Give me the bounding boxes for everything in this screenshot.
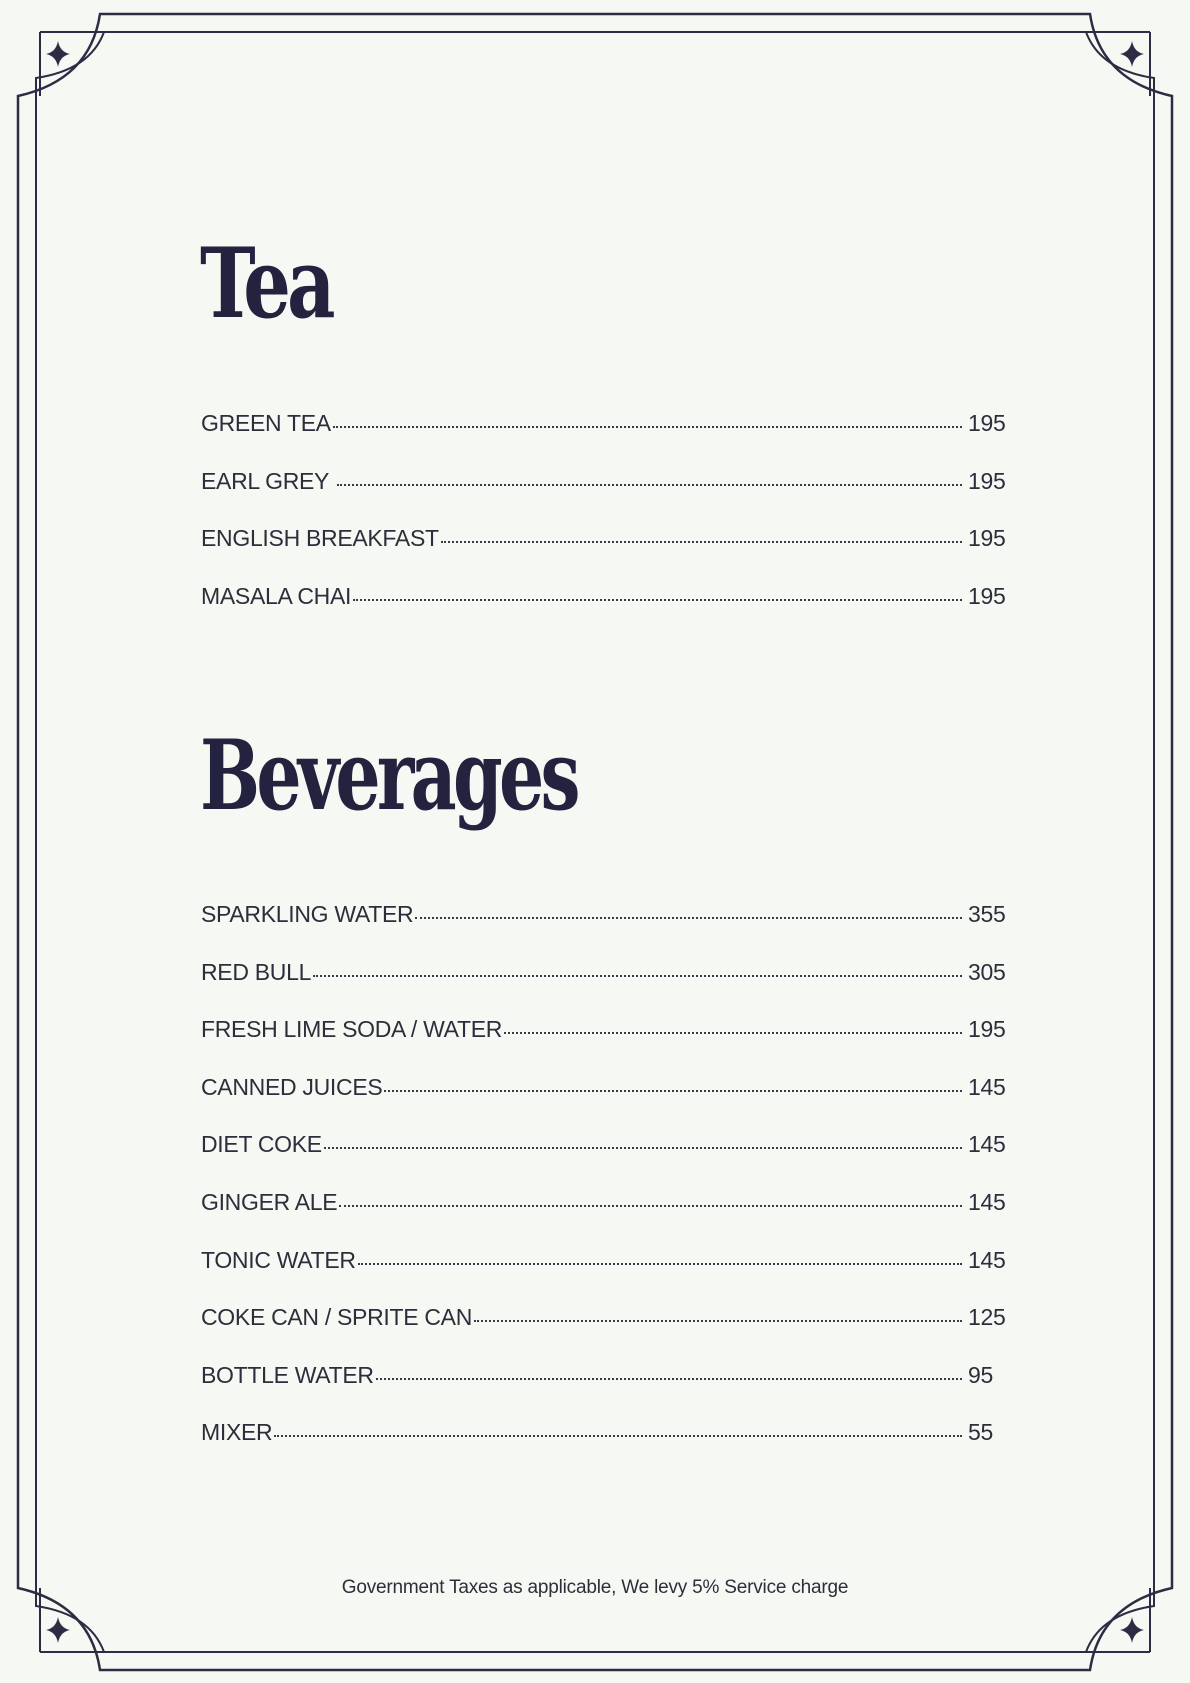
menu-item: [201, 1419, 1006, 1477]
menu-item-name: ENGLISH BREAKFAST: [201, 525, 439, 552]
dot-leader: [313, 975, 962, 977]
sparkle-icon: [46, 41, 70, 67]
sparkle-icon: [1120, 41, 1144, 67]
dot-leader: [353, 599, 962, 601]
menu-item: [201, 525, 1006, 583]
menu-item: [201, 410, 1006, 468]
dot-leader: [384, 1090, 962, 1092]
menu-item-price: 195: [968, 467, 1006, 494]
menu-item-price: 145: [968, 1246, 1006, 1273]
menu-item-name: BOTTLE WATER: [201, 1361, 374, 1388]
beverages-menu-list: [201, 901, 1006, 1477]
menu-item-price: 195: [968, 410, 1006, 436]
menu-item-name: COKE CAN / SPRITE CAN: [201, 1304, 473, 1331]
menu-item-price: 195: [968, 525, 1006, 552]
menu-item-price: 195: [968, 582, 1006, 609]
section-title-beverages: Beverages: [200, 719, 577, 832]
menu-item-price: 305: [968, 958, 1006, 985]
menu-item: [201, 1247, 1006, 1305]
dot-leader: [504, 1032, 962, 1034]
menu-item-price: 145: [968, 1188, 1006, 1215]
menu-item-price: 125: [968, 1304, 1006, 1331]
menu-item: [201, 1131, 1006, 1189]
menu-item-name: SPARKLING WATER: [201, 901, 414, 927]
dot-leader: [333, 426, 962, 428]
footer-note: Government Taxes as applicable, We levy 5% Service charge: [341, 1577, 849, 1598]
dot-leader: [274, 1435, 962, 1437]
menu-item-price: 355: [968, 901, 1006, 927]
menu-item-name: MIXER: [201, 1419, 273, 1446]
dot-leader: [376, 1378, 962, 1380]
menu-item-price: 145: [968, 1073, 1006, 1100]
menu-item-name: TONIC WATER: [201, 1246, 356, 1273]
menu-item-name: GINGER ALE: [201, 1188, 338, 1215]
menu-item-name: DIET COKE: [201, 1131, 322, 1158]
menu-item-name: FRESH LIME SODA / WATER: [201, 1016, 503, 1043]
menu-item-price: 55: [968, 1419, 993, 1446]
menu-item: [201, 1304, 1006, 1362]
menu-item-name: CANNED JUICES: [201, 1073, 383, 1100]
dot-leader: [415, 917, 962, 919]
menu-item-price: 95: [968, 1361, 993, 1388]
menu-item: [201, 1189, 1006, 1247]
dot-leader: [474, 1320, 962, 1322]
menu-item: [201, 901, 1006, 959]
menu-item-price: 145: [968, 1131, 1006, 1158]
menu-item: [201, 468, 1006, 526]
dot-leader: [358, 1263, 962, 1265]
menu-item-name: RED BULL: [201, 958, 312, 985]
tea-menu-list: [201, 410, 1006, 640]
menu-item-name: MASALA CHAI: [201, 582, 352, 609]
menu-item: [201, 583, 1006, 641]
menu-item: [201, 1016, 1006, 1074]
section-title-tea: Tea: [200, 227, 332, 340]
menu-item: [201, 1074, 1006, 1132]
dot-leader: [337, 484, 962, 486]
sparkle-icon: [46, 1617, 70, 1643]
menu-item: [201, 1362, 1006, 1420]
menu-item-name: GREEN TEA: [201, 410, 331, 436]
menu-item-price: 195: [968, 1016, 1006, 1043]
dot-leader: [339, 1205, 962, 1207]
menu-item: [201, 959, 1006, 1017]
dot-leader: [324, 1147, 962, 1149]
dot-leader: [441, 541, 962, 543]
menu-item-name: EARL GREY: [201, 467, 335, 494]
sparkle-icon: [1120, 1617, 1144, 1643]
